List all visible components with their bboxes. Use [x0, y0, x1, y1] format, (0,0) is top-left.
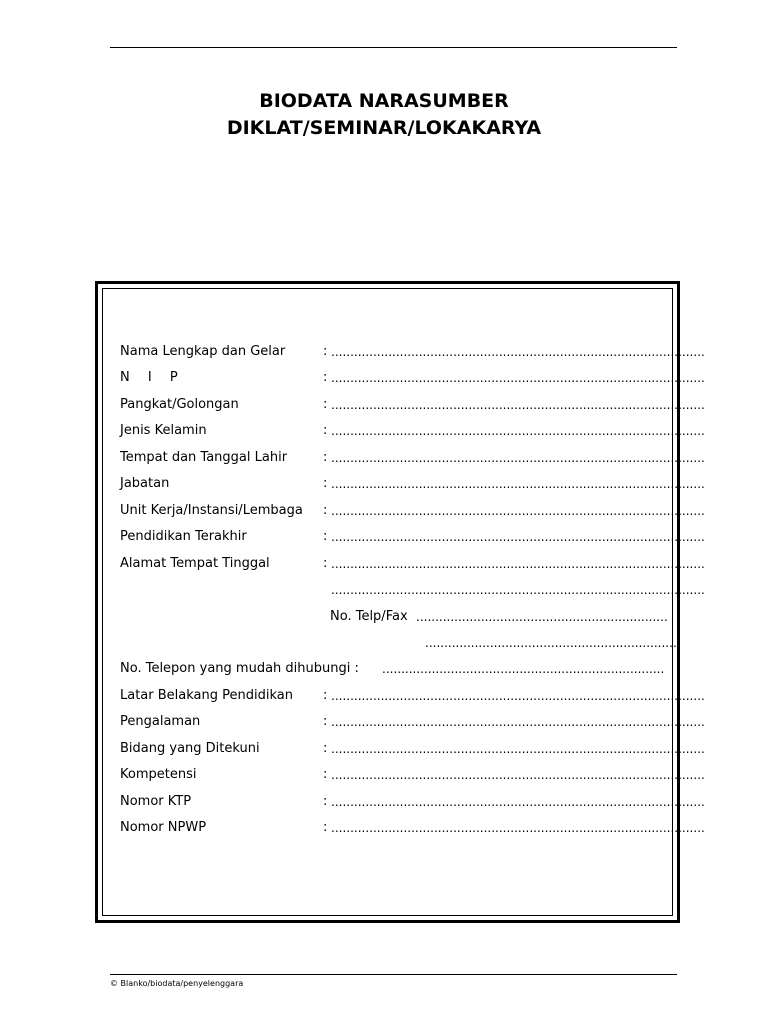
bottom-rule [110, 974, 677, 975]
form-row-colon: : [323, 767, 328, 782]
form-row [120, 368, 705, 388]
top-rule [110, 47, 677, 48]
form-row-label: Pangkat/Golongan [120, 397, 239, 412]
form-row-blank[interactable]: .................................................................................................. [331, 477, 705, 491]
form-row-blank[interactable]: .................................................................................................. [331, 715, 705, 729]
form-row-blank[interactable]: .................................................................................................. [331, 451, 705, 465]
form-row [120, 686, 705, 706]
form-row-label: Jabatan [120, 476, 170, 491]
form-row [120, 792, 705, 812]
form-row-label: Latar Belakang Pendidikan [120, 688, 293, 703]
form-row-label: Pengalaman [120, 714, 201, 729]
form-row-colon: : [323, 450, 328, 465]
form-row-blank[interactable]: .................................................................................................. [331, 821, 705, 835]
form-row-label: Kompetensi [120, 767, 197, 782]
telp-fax-label: No. Telp/Fax [330, 609, 408, 624]
phone-row [120, 659, 665, 679]
form-row-blank[interactable]: .................................................................................................. [331, 371, 705, 385]
form-row-blank[interactable]: .................................................................................................. [331, 795, 705, 809]
form-row-colon: : [323, 476, 328, 491]
form-row [120, 527, 705, 547]
form-row-label: Tempat dan Tanggal Lahir [120, 450, 288, 465]
form-row [120, 554, 705, 574]
form-row-label: Unit Kerja/Instansi/Lembaga [120, 503, 303, 518]
document-title: BIODATA NARASUMBER [259, 90, 509, 112]
address-continuation-blank[interactable]: .................................................................................................. [331, 583, 705, 597]
phone-label-text: No. Telepon yang mudah dihubungi [120, 661, 351, 676]
form-row-colon: : [323, 688, 328, 703]
form-row-label: Nama Lengkap dan Gelar [120, 344, 286, 359]
form-row-label: Nomor KTP [120, 794, 192, 809]
form-row-blank[interactable]: .................................................................................................. [331, 398, 705, 412]
form-row-colon: : [323, 556, 328, 571]
telp-fax-blank[interactable]: .................................................................. [416, 610, 668, 624]
form-row-blank[interactable]: .................................................................................................. [331, 424, 705, 438]
form-row [120, 501, 705, 521]
form-row-blank[interactable]: .................................................................................................. [331, 689, 705, 703]
form-row-colon: : [323, 741, 328, 756]
form-row-colon: : [323, 344, 328, 359]
form-row-colon: : [323, 794, 328, 809]
form-row-colon: : [323, 397, 328, 412]
form-row-blank[interactable]: .................................................................................................. [331, 345, 705, 359]
telp-fax-continuation-row [120, 633, 677, 653]
form-row-blank[interactable]: .................................................................................................. [331, 557, 705, 571]
form-row [120, 739, 705, 759]
form-row [120, 342, 705, 362]
form-row [120, 395, 705, 415]
form-row [120, 448, 705, 468]
form-row [120, 474, 705, 494]
form-row-blank[interactable]: .................................................................................................. [331, 768, 705, 782]
form-row-colon: : [323, 503, 328, 518]
form-row-colon: : [323, 423, 328, 438]
phone-colon: : [354, 661, 359, 676]
footer-note: © Blanko/biodata/penyelenggara [110, 979, 244, 988]
form-row-label: Nomor NPWP [120, 820, 207, 835]
form-row-blank[interactable]: .................................................................................................. [331, 742, 705, 756]
form-row-colon: : [323, 529, 328, 544]
form-row-blank[interactable]: .................................................................................................. [331, 530, 705, 544]
telp-fax-continuation-blank[interactable]: .................................................................. [425, 636, 677, 650]
form-row [120, 818, 705, 838]
form-row [120, 421, 705, 441]
form-row [120, 712, 705, 732]
phone-blank[interactable]: .......................................................................... [382, 662, 665, 676]
form-row-colon: : [323, 370, 328, 385]
form-row-label: N I P [120, 370, 185, 385]
telp-fax-row [120, 607, 668, 627]
address-continuation-row [120, 580, 705, 600]
form-row-colon: : [323, 820, 328, 835]
form-row-label: Pendidikan Terakhir [120, 529, 247, 544]
form-row-blank[interactable]: .................................................................................................. [331, 504, 705, 518]
form-row-colon: : [323, 714, 328, 729]
form-row-label: Jenis Kelamin [120, 423, 207, 438]
form-row [120, 765, 705, 785]
phone-label [120, 659, 359, 679]
document-subtitle: DIKLAT/SEMINAR/LOKAKARYA [226, 117, 542, 139]
form-row-label: Alamat Tempat Tinggal [120, 556, 270, 571]
form-row-label: Bidang yang Ditekuni [120, 741, 260, 756]
